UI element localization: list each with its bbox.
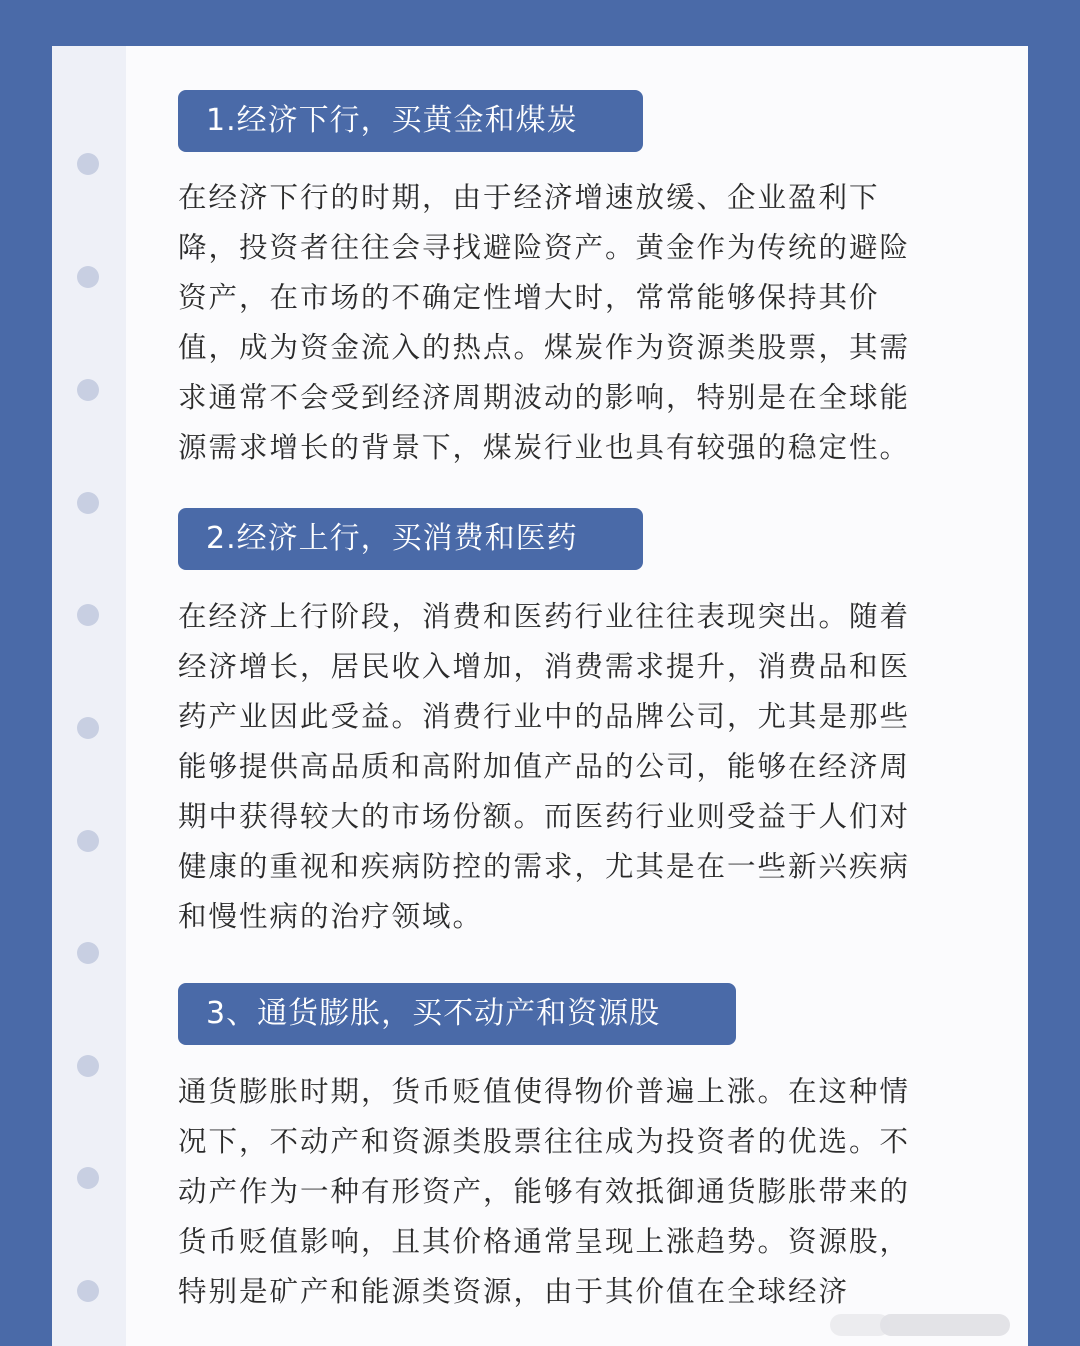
section-paragraph — [178, 1067, 950, 1317]
binder-hole — [77, 1055, 99, 1077]
binder-hole — [77, 266, 99, 288]
paragraph-line: 源需求增长的背景下，煤炭行业也具有较强的稳定性。 — [178, 431, 911, 464]
paragraph-line: 资产，在市场的不确定性增大时，常常能够保持其价 — [178, 281, 880, 314]
section-paragraph — [178, 173, 950, 473]
binder-margin — [52, 46, 126, 1346]
watermark-blob — [880, 1314, 1010, 1336]
paragraph-line: 健康的重视和疾病防控的需求，尤其是在一些新兴疾病 — [178, 850, 911, 883]
watermark — [830, 1306, 1020, 1346]
paragraph-line: 求通常不会受到经济周期波动的影响，特别是在全球能 — [178, 381, 911, 414]
paragraph-line: 和慢性病的治疗领域。 — [178, 900, 484, 933]
binder-hole — [77, 604, 99, 626]
paragraph-line: 药产业因此受益。消费行业中的品牌公司，尤其是那些 — [178, 700, 911, 733]
binder-hole — [77, 379, 99, 401]
binder-hole — [77, 153, 99, 175]
section-paragraph — [178, 592, 950, 942]
section-title: 1.经济下行，买黄金和煤炭 — [178, 90, 643, 152]
paragraph-line: 特别是矿产和能源类资源，由于其价值在全球经济 — [178, 1275, 850, 1308]
paragraph-line: 值，成为资金流入的热点。煤炭作为资源类股票，其需 — [178, 331, 911, 364]
paragraph-line: 经济增长，居民收入增加，消费需求提升，消费品和医 — [178, 650, 911, 683]
paragraph-line: 降，投资者往往会寻找避险资产。黄金作为传统的避险 — [178, 231, 911, 264]
paragraph-line: 能够提供高品质和高附加值产品的公司，能够在经济周 — [178, 750, 911, 783]
paragraph-line: 在经济下行的时期，由于经济增速放缓、企业盈利下 — [178, 181, 880, 214]
paragraph-line: 在经济上行阶段，消费和医药行业往往表现突出。随着 — [178, 600, 911, 633]
note-paper — [52, 46, 1028, 1346]
binder-hole — [77, 1280, 99, 1302]
binder-hole — [77, 830, 99, 852]
binder-hole — [77, 942, 99, 964]
paragraph-line: 期中获得较大的市场份额。而医药行业则受益于人们对 — [178, 800, 911, 833]
paragraph-line: 动产作为一种有形资产，能够有效抵御通货膨胀带来的 — [178, 1175, 911, 1208]
section-title: 3、通货膨胀，买不动产和资源股 — [178, 983, 736, 1045]
binder-hole — [77, 492, 99, 514]
paragraph-line: 况下，不动产和资源类股票往往成为投资者的优选。不 — [178, 1125, 911, 1158]
paragraph-line: 货币贬值影响，且其价格通常呈现上涨趋势。资源股， — [178, 1225, 911, 1258]
paragraph-line: 通货膨胀时期，货币贬值使得物价普遍上涨。在这种情 — [178, 1075, 911, 1108]
binder-hole — [77, 717, 99, 739]
section-title: 2.经济上行，买消费和医药 — [178, 508, 643, 570]
binder-hole — [77, 1167, 99, 1189]
